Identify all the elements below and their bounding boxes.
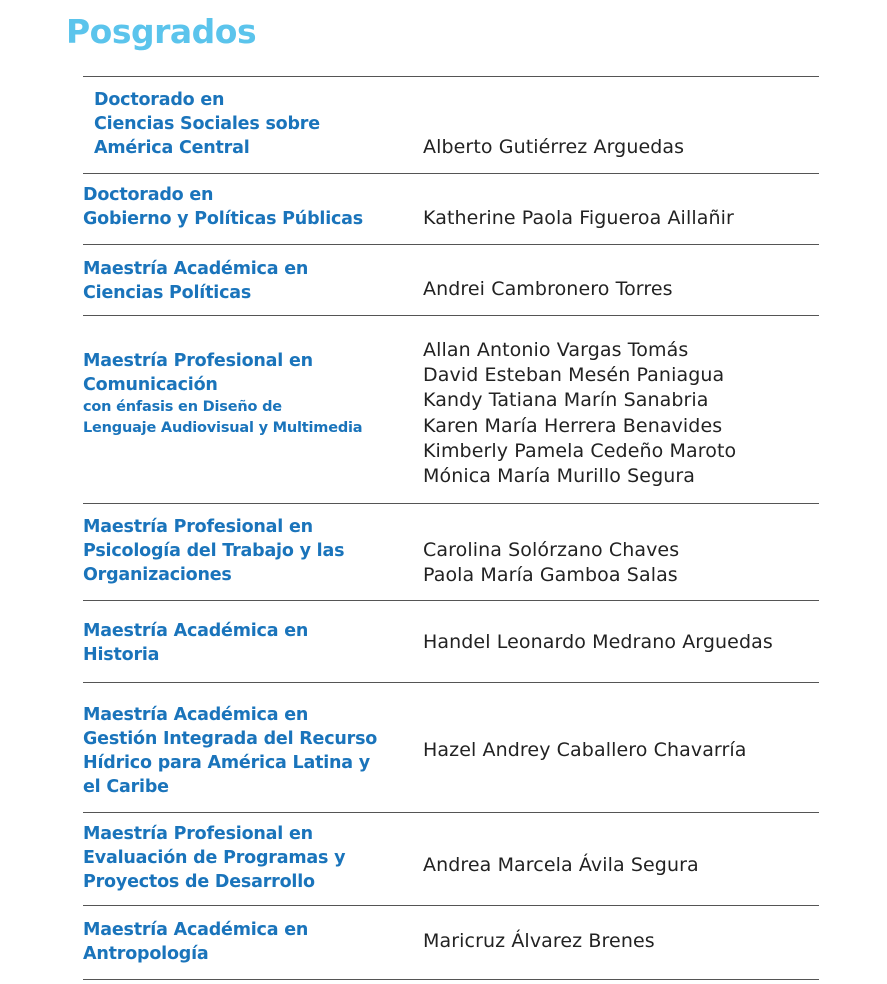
program-line: Proyectos de Desarrollo	[83, 872, 315, 892]
program-line: Hídrico para América Latina y	[83, 753, 371, 773]
table-row	[83, 245, 819, 316]
program-line: Ciencias Sociales sobre	[94, 114, 320, 134]
graduate-name: Handel Leonardo Medrano Arguedas	[423, 631, 773, 653]
graduate-names	[423, 277, 819, 302]
graduate-name: Andrea Marcela Ávila Segura	[423, 854, 699, 876]
program-line: Maestría Académica en	[83, 621, 309, 641]
graduate-name: Mónica María Murillo Segura	[423, 465, 696, 488]
page-title: Posgrados	[66, 12, 257, 51]
table-row	[83, 316, 819, 504]
program-line: Comunicación	[83, 375, 218, 395]
program-line: América Central	[94, 138, 250, 158]
table-row	[83, 504, 819, 601]
program-line: Maestría Profesional en	[83, 824, 313, 844]
program-line: Doctorado en	[83, 185, 214, 205]
table-row	[83, 906, 819, 980]
program-line: Maestría Académica en	[83, 920, 309, 940]
program-line: Gobierno y Políticas Públicas	[83, 209, 363, 229]
graduate-names	[423, 206, 819, 231]
program-line: Maestría Profesional en	[83, 517, 313, 537]
program-line: Antropología	[83, 944, 209, 964]
graduate-names	[423, 135, 819, 160]
program-emphasis: Lenguaje Audiovisual y Multimedia	[83, 420, 363, 436]
program-name	[83, 822, 403, 894]
graduate-name: Maricruz Álvarez Brenes	[423, 930, 655, 952]
program-name	[83, 918, 403, 966]
table-row	[83, 601, 819, 683]
graduate-name: Kimberly Pamela Cedeño Maroto	[423, 439, 737, 462]
graduates-table	[83, 76, 819, 980]
graduate-names	[423, 338, 819, 489]
program-line: Doctorado en	[94, 90, 225, 110]
program-line: Gestión Integrada del Recurso	[83, 729, 378, 749]
graduate-names	[423, 630, 819, 655]
graduate-name: Carolina Solórzano Chaves	[423, 539, 680, 561]
program-line: Psicología del Trabajo y las	[83, 541, 345, 561]
program-emphasis: con énfasis en Diseño de	[83, 399, 282, 415]
program-line: Organizaciones	[83, 565, 232, 585]
graduate-name: Allan Antonio Vargas Tomás	[423, 339, 689, 361]
program-name	[83, 183, 403, 231]
program-line: Maestría Académica en	[83, 259, 309, 279]
graduate-names	[423, 538, 819, 588]
graduate-names	[423, 853, 819, 878]
table-row	[83, 813, 819, 906]
program-line: Historia	[83, 645, 160, 665]
graduate-name: Kandy Tatiana Marín Sanabria	[423, 389, 709, 412]
program-line: el Caribe	[83, 777, 169, 797]
program-name	[83, 349, 403, 439]
graduate-name: Andrei Cambronero Torres	[423, 278, 673, 300]
graduate-name: David Esteban Mesén Paniagua	[423, 364, 725, 387]
table-row	[83, 77, 819, 174]
program-line: Evaluación de Programas y	[83, 848, 346, 868]
program-name	[83, 619, 403, 667]
graduate-names	[423, 929, 819, 954]
graduate-name: Alberto Gutiérrez Arguedas	[423, 136, 685, 158]
graduate-name: Paola María Gamboa Salas	[423, 564, 678, 587]
graduate-name: Katherine Paola Figueroa Aillañir	[423, 207, 734, 229]
graduate-name: Karen María Herrera Benavides	[423, 414, 723, 437]
program-name	[83, 515, 403, 587]
table-row	[83, 174, 819, 245]
program-line: Maestría Académica en	[83, 705, 309, 725]
graduate-names	[423, 738, 819, 763]
graduate-name: Hazel Andrey Caballero Chavarría	[423, 739, 747, 761]
program-line: Maestría Profesional en	[83, 351, 313, 371]
table-row	[83, 683, 819, 813]
program-name	[83, 703, 403, 799]
program-name	[94, 88, 414, 160]
program-name	[83, 257, 403, 305]
program-line: Ciencias Políticas	[83, 283, 252, 303]
